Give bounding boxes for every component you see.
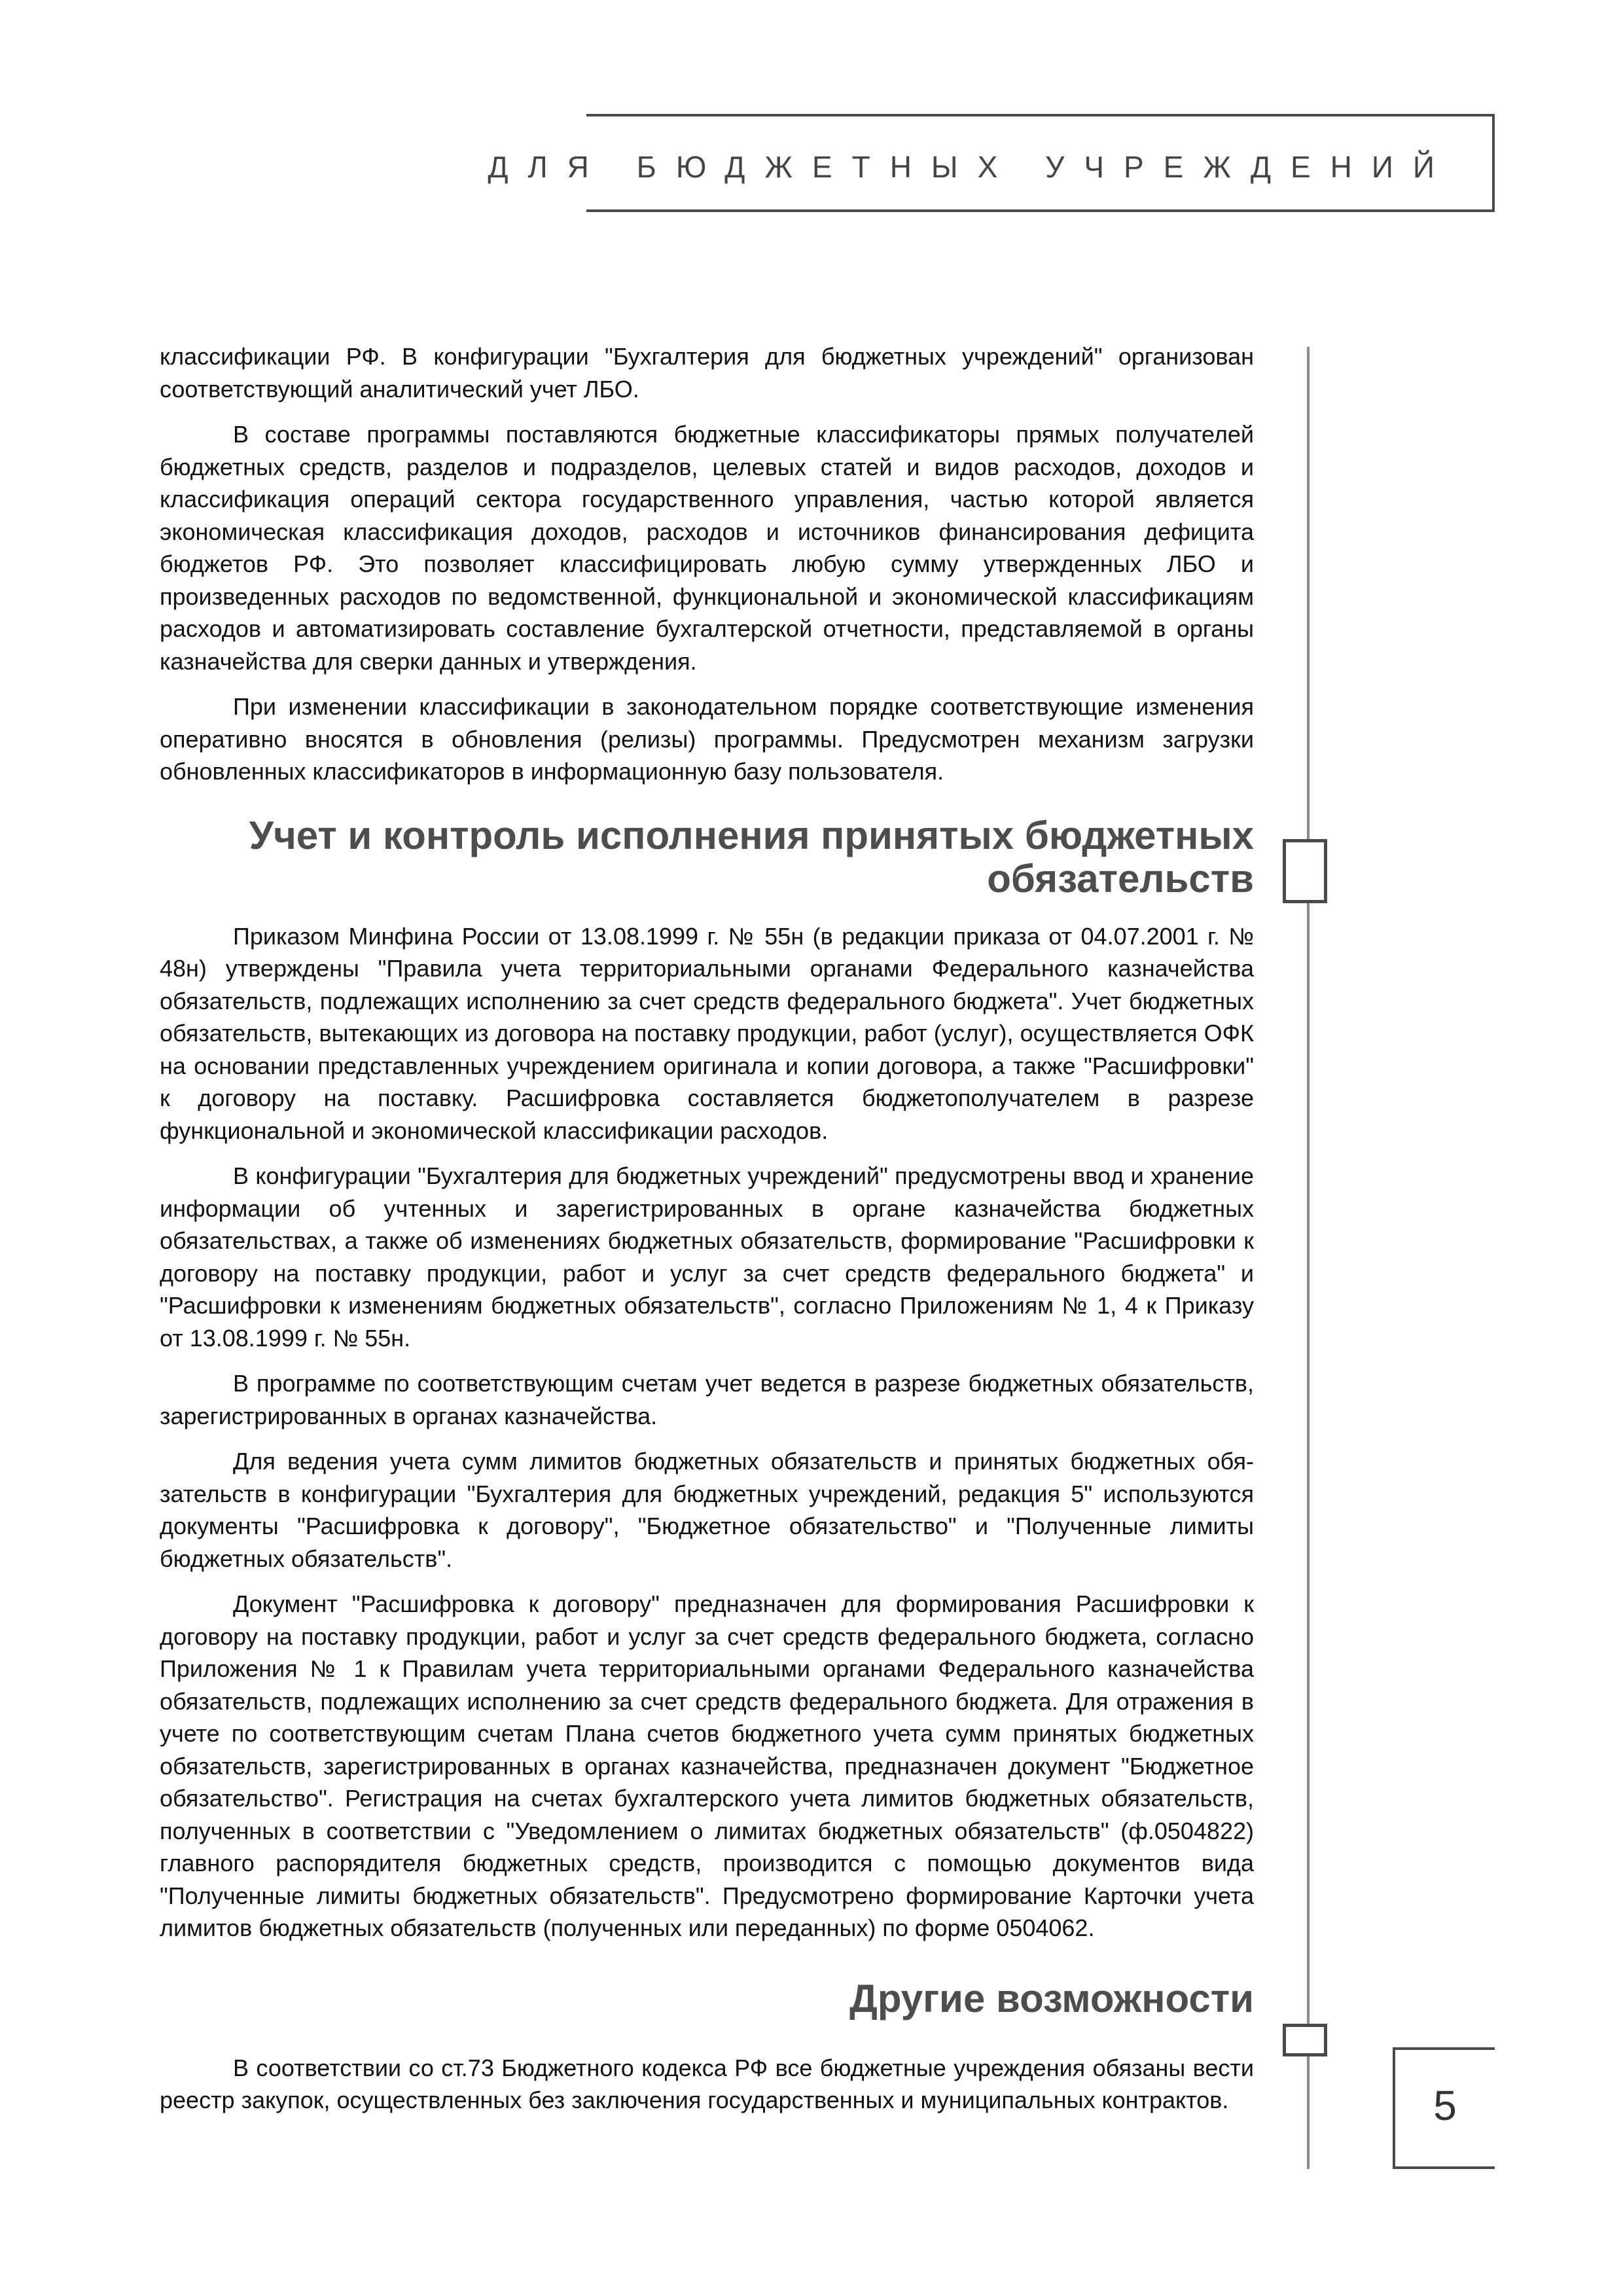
- page-number-frame: [1393, 2047, 1495, 2169]
- section-heading-line: Учет и контроль исполнения принятых бюджетных: [249, 813, 1254, 857]
- page-number: 5: [1433, 2082, 1457, 2129]
- margin-rule: [1307, 347, 1310, 839]
- section-heading: [160, 814, 1254, 901]
- text-column: [160, 340, 1254, 2130]
- margin-rule: [1307, 903, 1310, 2024]
- paragraph: В конфигурации "Бухгалтерия для бюджетных учреждений" предусмотрены ввод и хранение информации об учтенных и зарегистрированных в органе казначейства бюджетных обязательствах, а также об изменениях бюджетных обязательств, формирование "Расшифровки к договору на поставку продукции, работ и услуг за счет средств федерального бюджета" и "Расшифровки к изменениям бюджетных обязательств", согласно Приложениям № 1, 4 к Приказу от 13.08.1999 г. № 55н.: [160, 1162, 1254, 1352]
- paragraph: Для ведения учета сумм лимитов бюджетных обязательств и принятых бюджетных обязательств в конфигурации "Бухгалтерия для бюджетных учреждений, редакция 5" используются документы "Расшифровка к договору", "Бюджетное обязательство" и "Полученные лимиты бюджетных обязательств".: [160, 1448, 1254, 1572]
- section-heading-line: обязательств: [987, 856, 1254, 901]
- section-marker: [1283, 2024, 1327, 2056]
- header-frame: [488, 114, 1495, 212]
- margin-rule: [1307, 2056, 1310, 2169]
- paragraph: В составе программы поставляются бюджетные классификаторы прямых получателей бюджетных средств, разделов и подразделов, целевых статей и видов расходов, доходов и классификация операций сектора государственного управления, частью которой является экономическая классификация доходов, расходов и источников финансирования дефицита бюджетов РФ. Это позволяет классифицировать любую сумму утвержденных ЛБО и произведенных расходов по ведомственной, функциональной и экономической классификациям расходов и автоматизировать составление бухгалтерской отчетности, представляемой в органы казначейства для сверки данных и утверждения.: [160, 421, 1254, 675]
- running-header-title: ДЛЯ БЮДЖЕТНЫХ УЧРЕЖДЕНИЙ: [488, 150, 1454, 184]
- paragraph: классификации РФ. В конфигурации "Бухгалтерия для бюджетных учреждений" организован соответствующий аналитический учет ЛБО.: [160, 343, 1254, 403]
- section-marker: [1283, 839, 1327, 903]
- paragraph: Приказом Минфина России от 13.08.1999 г. № 55н (в редакции приказа от 04.07.2001 г. № 48н) утверждены "Правила учета территориальными органами Федерального казначейства обязательств, подлежащих исполнению за счет средств федерального бюджета". Учет бюджетных обязательств, вытекающих из договора на поставку продукции, работ (услуг), осуществляется ОФК на основании представленных учреждением оригинала и копии договора, а также "Расшифровки" к договору на поставку. Расшифровка составляется бюджетополучателем в разрезе функциональной и экономической классификации расходов.: [160, 922, 1254, 1144]
- paragraph: Документ "Расшифровка к договору" предназначен для формирования Расшифровки к договору на поставку продукции, работ и услуг за счет средств федерального бюджета, согласно Приложения № 1 к Правилам учета территориальными органами Федерального казначейства обязательств, подлежащих исполнению за счет средств федерального бюджета. Для отражения в учете по соответствующим счетам Плана счетов бюджетного учета сумм принятых бюджетных обязательств, зарегистрированных в органах казначейства, предназначен документ "Бюджетное обязательство". Регистрация на счетах бухгалтерского учета лимитов бюджетных обязательств, полученных в соответствии с "Уведомлением о лимитах бюджетных обязательств" (ф.0504822) главного распорядителя бюджетных средств, производится с помощью документов вида "Полученные лимиты бюджетных обязательств". Предусмотрено формирование Карточки учета лимитов бюджетных обязательств (полученных или переданных) по форме 0504062.: [160, 1590, 1254, 1941]
- paragraph: В соответствии со ст.73 Бюджетного кодекса РФ все бюджетные учреждения обязаны вести реестр закупок, осуществленных без заключения государственных и муниципальных контрактов.: [160, 2054, 1254, 2113]
- section-heading: Другие возможности: [849, 1976, 1254, 2020]
- paragraph: В программе по соответствующим счетам учет ведется в разрезе бюджетных обязательств, зарегистрированных в органах казначейства.: [160, 1370, 1254, 1429]
- paragraph: При изменении классификации в законодательном порядке соответствующие изменения оперативно вносятся в обновления (релизы) программы. Предусмотрен механизм загрузки обновленных классификаторов в информационную базу пользователя.: [160, 693, 1254, 785]
